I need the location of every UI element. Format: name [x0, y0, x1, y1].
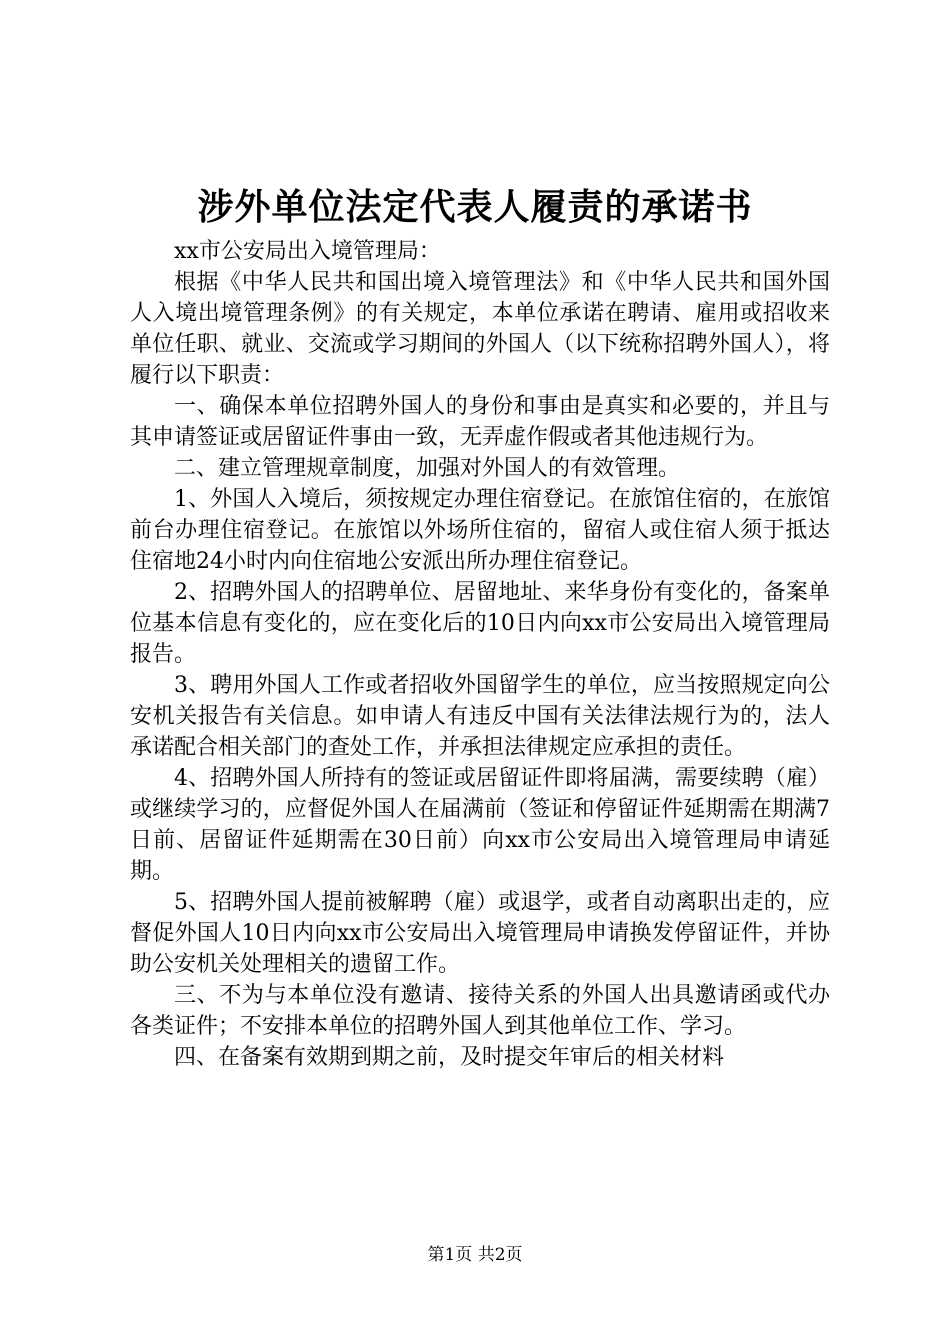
paragraph-subitem-5: 5、招聘外国人提前被解聘（雇）或退学，或者自动离职出走的，应督促外国人10日内向xx市公安局出入境管理局申请换发停留证件，并协助公安机关处理相关的遗留工作。 [130, 890, 830, 977]
paragraph-item-two: 二、建立管理规章制度，加强对外国人的有效管理。 [174, 456, 681, 481]
paragraph-subitem-4: 4、招聘外国人所持有的签证或居留证件即将届满，需要续聘（雇）或继续学习的，应督促外国人在届满前（签证和停留证件延期需在期满7日前、居留证件延期需在30日前）向xx市公安局出入境管理局申请延期。 [130, 766, 830, 884]
paragraph-subitem-2: 2、招聘外国人的招聘单位、居留地址、来华身份有变化的，备案单位基本信息有变化的，应在变化后的10日内向xx市公安局出入境管理局报告。 [130, 580, 830, 667]
document-title: 涉外单位法定代表人履责的承诺书 [197, 186, 753, 228]
document-body [130, 236, 830, 1073]
paragraph-item-one: 一、确保本单位招聘外国人的身份和事由是真实和必要的，并且与其申请签证或居留证件事由一致，无弄虚作假或者其他违规行为。 [130, 394, 830, 450]
paragraph-intro: 根据《中华人民共和国出境入境管理法》和《中华人民共和国外国人入境出境管理条例》的有关规定，本单位承诺在聘请、雇用或招收来单位任职、就业、交流或学习期间的外国人（以下统称招聘外国人），将履行以下职责： [130, 270, 830, 388]
paragraph-subitem-3: 3、聘用外国人工作或者招收外国留学生的单位，应当按照规定向公安机关报告有关信息。如申请人有违反中国有关法律法规行为的，法人承诺配合相关部门的查处工作，并承担法律规定应承担的责任。 [130, 673, 830, 760]
paragraph-subitem-1: 1、外国人入境后，须按规定办理住宿登记。在旅馆住宿的，在旅馆前台办理住宿登记。在旅馆以外场所住宿的，留宿人或住宿人须于抵达住宿地24小时内向住宿地公安派出所办理住宿登记。 [130, 487, 830, 574]
salutation: xx市公安局出入境管理局： [174, 239, 441, 264]
paragraph-item-four: 四、在备案有效期到期之前，及时提交年审后的相关材料 [174, 1045, 725, 1070]
page-number-footer: 第1页 共2页 [427, 1245, 523, 1265]
paragraph-item-three: 三、不为与本单位没有邀请、接待关系的外国人出具邀请函或代办各类证件；不安排本单位的招聘外国人到其他单位工作、学习。 [130, 983, 830, 1039]
